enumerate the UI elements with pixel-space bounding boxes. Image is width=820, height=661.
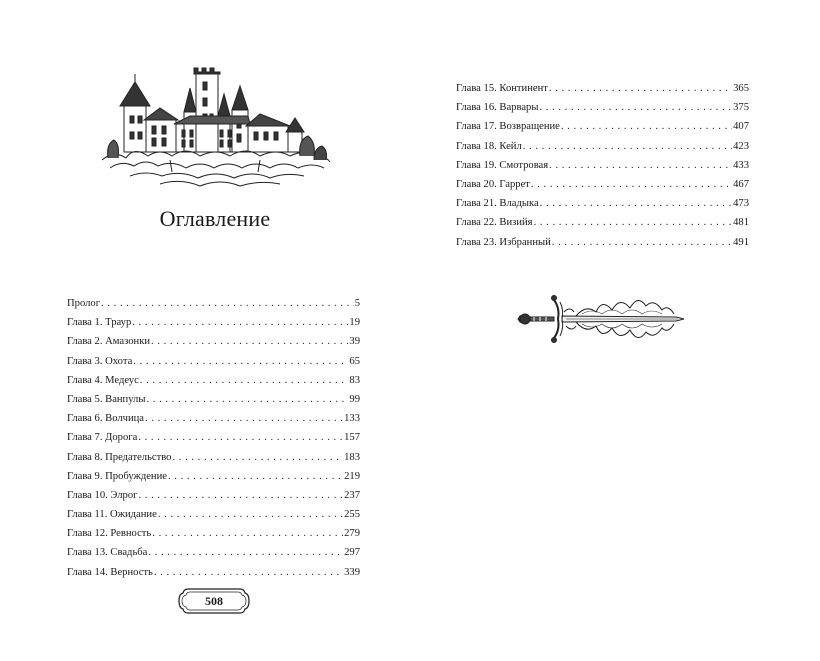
toc-page: 183 xyxy=(344,451,360,463)
toc-leader xyxy=(523,137,732,156)
toc-page: 219 xyxy=(344,470,360,482)
toc-leader xyxy=(133,352,348,371)
toc-chapter: Глава 2. Амазонки xyxy=(67,336,151,348)
toc-page: 467 xyxy=(733,178,749,190)
toc-chapter: Глава 13. Свадьба xyxy=(67,547,148,559)
toc-entry[interactable] xyxy=(67,467,360,486)
toc-chapter: Глава 21. Владыка xyxy=(456,198,539,210)
toc-leader xyxy=(132,313,348,332)
toc-page: 157 xyxy=(344,432,360,444)
toc-chapter: Глава 9. Пробуждение xyxy=(67,470,167,482)
toc-chapter: Глава 14. Верность xyxy=(67,566,153,578)
toc-page: 255 xyxy=(344,509,360,521)
toc-leader xyxy=(145,409,343,428)
toc-chapter: Глава 12. Ревность xyxy=(67,528,152,540)
toc-page: 99 xyxy=(349,393,360,405)
toc-list-right xyxy=(456,79,749,252)
toc-leader xyxy=(158,505,343,524)
toc-leader xyxy=(168,467,343,486)
toc-entry[interactable] xyxy=(456,194,749,213)
toc-entry[interactable] xyxy=(67,390,360,409)
toc-chapter: Глава 20. Гаррет xyxy=(456,178,530,190)
toc-page: 279 xyxy=(344,528,360,540)
toc-entry[interactable] xyxy=(67,486,360,505)
toc-page: 237 xyxy=(344,489,360,501)
toc-entry[interactable] xyxy=(67,313,360,332)
toc-chapter: Глава 3. Охота xyxy=(67,355,133,367)
toc-title: Оглавление xyxy=(159,206,271,231)
toc-chapter: Глава 6. Волчица xyxy=(67,413,145,425)
toc-leader xyxy=(146,390,348,409)
toc-page: 433 xyxy=(733,159,749,171)
toc-chapter: Глава 8. Предательство xyxy=(67,451,172,463)
page-number: 508 xyxy=(205,594,223,608)
toc-entry[interactable] xyxy=(67,505,360,524)
castle-illustration xyxy=(100,60,332,192)
toc-entry[interactable] xyxy=(67,524,360,543)
toc-leader xyxy=(139,486,344,505)
toc-leader xyxy=(138,428,343,447)
toc-leader xyxy=(549,79,732,98)
toc-leader xyxy=(101,294,354,313)
toc-page: 473 xyxy=(733,198,749,210)
toc-leader xyxy=(148,543,343,562)
toc-entry[interactable] xyxy=(67,409,360,428)
toc-page: 481 xyxy=(733,217,749,229)
toc-leader xyxy=(552,233,732,252)
toc-entry[interactable] xyxy=(456,175,749,194)
toc-chapter: Глава 16. Варвары xyxy=(456,102,539,114)
toc-chapter: Глава 19. Смотровая xyxy=(456,159,549,171)
toc-entry[interactable] xyxy=(67,563,360,582)
toc-leader xyxy=(534,213,733,232)
toc-chapter: Глава 10. Элрог xyxy=(67,489,138,501)
toc-chapter: Глава 4. Медеус xyxy=(67,374,139,386)
toc-leader xyxy=(140,371,349,390)
toc-chapter: Глава 7. Дорога xyxy=(67,432,138,444)
toc-entry[interactable] xyxy=(67,294,360,313)
toc-leader xyxy=(539,98,732,117)
toc-leader xyxy=(549,156,732,175)
toc-page: 65 xyxy=(349,355,360,367)
toc-page: 297 xyxy=(344,547,360,559)
toc-chapter: Глава 23. Избранный xyxy=(456,236,551,248)
toc-page: 375 xyxy=(733,102,749,114)
toc-page: 407 xyxy=(733,121,749,133)
toc-entry[interactable] xyxy=(456,233,749,252)
toc-leader xyxy=(540,194,732,213)
toc-entry[interactable] xyxy=(456,213,749,232)
toc-entry[interactable] xyxy=(456,98,749,117)
toc-entry[interactable] xyxy=(67,352,360,371)
toc-leader xyxy=(151,332,348,351)
toc-leader xyxy=(531,175,732,194)
toc-leader xyxy=(154,563,343,582)
toc-page: 5 xyxy=(354,298,360,309)
toc-chapter: Глава 11. Ожидание xyxy=(67,509,157,521)
toc-page: 19 xyxy=(349,317,360,329)
toc-list-left xyxy=(67,294,360,582)
toc-chapter: Глава 17. Возвращение xyxy=(456,121,560,133)
toc-chapter: Глава 5. Ванпулы xyxy=(67,393,146,405)
toc-entry[interactable] xyxy=(456,79,749,98)
toc-leader xyxy=(561,117,732,136)
toc-entry[interactable] xyxy=(67,371,360,390)
toc-entry[interactable] xyxy=(67,543,360,562)
toc-leader xyxy=(172,448,343,467)
toc-page: 339 xyxy=(344,566,360,578)
toc-chapter: Пролог xyxy=(67,298,101,309)
toc-entry[interactable] xyxy=(456,137,749,156)
toc-page: 83 xyxy=(349,374,360,386)
toc-entry[interactable] xyxy=(456,156,749,175)
toc-page: 365 xyxy=(733,83,749,94)
flaming-sword-illustration xyxy=(516,286,688,352)
toc-entry[interactable] xyxy=(67,448,360,467)
toc-entry[interactable] xyxy=(67,332,360,351)
toc-chapter: Глава 15. Континент xyxy=(456,83,548,94)
toc-chapter: Глава 18. Кейл xyxy=(456,140,522,152)
toc-leader xyxy=(152,524,343,543)
toc-entry[interactable] xyxy=(456,117,749,136)
toc-entry[interactable] xyxy=(67,428,360,447)
toc-page: 423 xyxy=(733,140,749,152)
toc-page: 39 xyxy=(349,336,360,348)
toc-chapter: Глава 22. Визийя xyxy=(456,217,533,229)
toc-page: 491 xyxy=(733,236,749,248)
toc-page: 133 xyxy=(344,413,360,425)
toc-chapter: Глава 1. Траур xyxy=(67,317,132,329)
